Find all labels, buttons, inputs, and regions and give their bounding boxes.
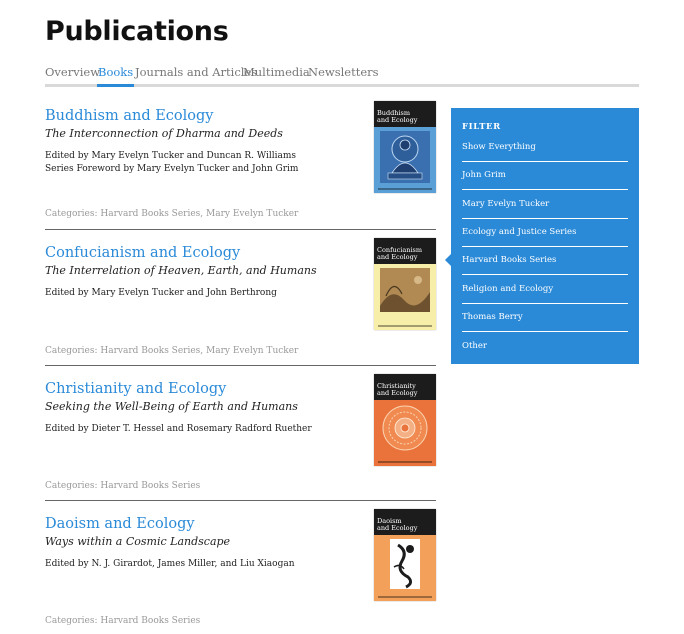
- cover-title: Buddhism and Ecology: [377, 109, 418, 124]
- book-credits: [45, 287, 277, 300]
- filter-separator: [462, 189, 628, 190]
- cover-footer: [378, 325, 432, 327]
- filter-heading: FILTER: [462, 122, 501, 132]
- cover-footer: [378, 461, 432, 463]
- filter-item-mary-evelyn-tucker[interactable]: Mary Evelyn Tucker: [462, 199, 550, 209]
- filter-item-ecology-and-justice-series[interactable]: Ecology and Justice Series: [462, 227, 577, 237]
- book-subtitle: Seeking the Well-Being of Earth and Humans: [45, 400, 298, 413]
- page-title: Publications: [45, 16, 229, 47]
- filter-separator: [462, 303, 628, 304]
- tab-journals-and-articles[interactable]: Journals and Articles: [135, 65, 258, 79]
- tab-newsletters[interactable]: Newsletters: [308, 65, 379, 79]
- book-subtitle: The Interrelation of Heaven, Earth, and Humans: [45, 264, 317, 277]
- filter-separator: [462, 161, 628, 162]
- book-entry-christianity: [45, 381, 436, 506]
- book-credit-line: Edited by Mary Evelyn Tucker and Duncan R. Williams: [45, 151, 296, 161]
- book-title-link[interactable]: Daoism and Ecology: [45, 516, 195, 532]
- book-divider: [45, 229, 436, 230]
- cover-footer: [378, 596, 432, 598]
- filter-active-pointer: [445, 254, 451, 266]
- book-subtitle: The Interconnection of Dharma and Deeds: [45, 127, 283, 140]
- book-cover-image[interactable]: [374, 238, 436, 330]
- cover-title: Christianity and Ecology: [377, 382, 418, 397]
- tab-overview[interactable]: Overview: [45, 65, 101, 79]
- book-entry-buddhism: [45, 108, 436, 233]
- book-entry-confucianism: [45, 245, 436, 370]
- landscape-painting-illustration: [378, 266, 432, 322]
- book-categories: Categories: Harvard Books Series: [45, 481, 201, 491]
- buddha-figure-illustration: [378, 129, 432, 185]
- book-credit-line: Edited by Dieter T. Hessel and Rosemary Radford Ruether: [45, 424, 312, 434]
- filter-item-other[interactable]: Other: [462, 341, 487, 351]
- book-credits: [45, 423, 312, 436]
- ink-figure-illustration: [378, 537, 432, 593]
- book-categories: Categories: Harvard Books Series, Mary Evelyn Tucker: [45, 346, 299, 356]
- filter-item-thomas-berry[interactable]: Thomas Berry: [462, 312, 523, 322]
- publication-tabs: [45, 65, 639, 87]
- tab-books[interactable]: Books: [98, 65, 133, 87]
- filter-item-harvard-books-series[interactable]: Harvard Books Series: [462, 255, 557, 265]
- book-credit-line: Edited by Mary Evelyn Tucker and John Berthrong: [45, 288, 277, 298]
- cover-footer: [378, 188, 432, 190]
- book-cover-image[interactable]: [374, 509, 436, 601]
- tab-multimedia[interactable]: Multimedia: [243, 65, 310, 79]
- filter-separator: [462, 218, 628, 219]
- book-credits: [45, 558, 295, 571]
- cover-title: Daoism and Ecology: [377, 517, 418, 532]
- filter-panel: [451, 108, 639, 364]
- book-credit-line: Series Foreword by Mary Evelyn Tucker and John Grim: [45, 164, 299, 174]
- book-credit-line: Edited by N. J. Girardot, James Miller, and Liu Xiaogan: [45, 559, 295, 569]
- book-title-link[interactable]: Confucianism and Ecology: [45, 245, 241, 261]
- filter-item-john-grim[interactable]: John Grim: [462, 170, 506, 180]
- book-categories: Categories: Harvard Books Series: [45, 616, 201, 626]
- filter-item-show-everything[interactable]: Show Everything: [462, 142, 536, 152]
- book-cover-image[interactable]: [374, 374, 436, 466]
- book-title-link[interactable]: Buddhism and Ecology: [45, 108, 214, 124]
- filter-item-religion-and-ecology[interactable]: Religion and Ecology: [462, 284, 554, 294]
- book-cover-image[interactable]: [374, 101, 436, 193]
- filter-separator: [462, 274, 628, 275]
- filter-separator: [462, 246, 628, 247]
- active-tab-indicator: [97, 84, 134, 87]
- book-entry-daoism: [45, 516, 436, 634]
- book-subtitle: Ways within a Cosmic Landscape: [45, 535, 231, 548]
- filter-separator: [462, 331, 628, 332]
- book-credits: [45, 150, 298, 176]
- book-divider: [45, 500, 436, 501]
- book-title-link[interactable]: Christianity and Ecology: [45, 381, 227, 397]
- mandala-illustration: [378, 402, 432, 458]
- book-divider: [45, 365, 436, 366]
- book-categories: Categories: Harvard Books Series, Mary Evelyn Tucker: [45, 209, 299, 219]
- cover-title: Confucianism and Ecology: [377, 246, 423, 261]
